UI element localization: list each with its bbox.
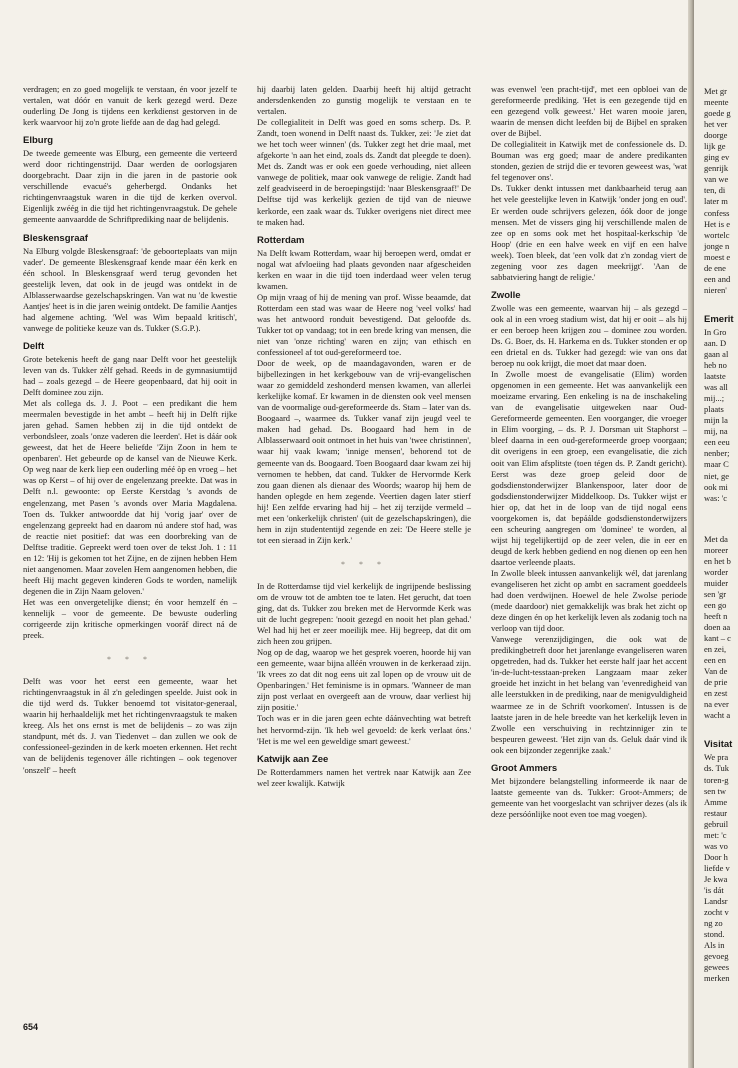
fragment-block-1 [704, 86, 738, 296]
section-separator-stars: * * * [341, 559, 387, 569]
fragment-line: mij, na [704, 426, 728, 437]
fragment-line: liefde v [704, 862, 730, 873]
delft-paragraph-4: Delft was voor het eerst een gemeente, waar het richtingenvraagstuk in ál z'n geledingen speelde. Juist ook in die tijd werd ds. Tukker benoemd tot visitator-generaal, waarin hij herhaaldelijk met het richtingenvraagstuk te maken kreeg. Als het ons ernst is met de belijdenis – zo was zijn standpunt, mét ds. J. van Tiedenvet – dan zullen we ook de confessioneel-gezinden in de kerk moeten erkennen. Het recht van de belijdenis tegenover álle richtingen – ook tegenover 'onszelf' – heeft [23, 676, 237, 775]
katwijk-paragraph-3: Ds. Tukker denkt intussen met dankbaarheid terug aan het vele geestelijke leven in Katwijk 'onder jong en oud'. Er werden oude schrijvers gelezen, óók door de jonge mensen. Met de vissers ging hij verschillende malen de zee op en soms ook met het hospitaal-kerkschip 'de Hoop' (drie en een halve week en vijf en een halve week). Toen bleek, dat 'een volk dat z'n zondag viert de zegening voor zes dagen meekrijgt'. 'Aan de sabbatviering hangt de religie.' [491, 183, 687, 282]
page-number: 654 [23, 1022, 39, 1032]
fragment-line: was: 'c [704, 492, 728, 503]
fragment-line: jonge n [704, 240, 730, 251]
zwolle-paragraph-3: In Zwolle bleek intussen aanvankelijk wél, dat jarenlang evangeliseren het zicht op ambt en sacrament goeddeels had doen verdwijnen. Hoewel de hele Zwolse periode (mede daardoor) niet gemakkelijk was brak het zicht op deze dingen én op het kerkelijk leven als zodanig toch na verloop van tijd door. [491, 567, 687, 634]
fragment-line: Als in [704, 940, 725, 951]
fragment-line: gevoeg [704, 951, 729, 962]
fragment-line: ten, di [704, 185, 726, 196]
zwolle-paragraph-1: Zwolle was een gemeente, waarvan hij – als gezegd – ook al in een vroeg stadium wist, dat hij er ooit – als hij er een beroep heen krijgen zou – dominee zou worden. Ds. G. Boer, ds. H. Harkema en ds. Tukker stonden er op een drietal en ds. Tukker had gezegd: wie van ons dat beroep nu ook krijgt, die moet dat maar doen. [491, 302, 687, 369]
fragment-line: doorge [704, 130, 728, 141]
fragment-line: na ever [704, 699, 729, 710]
delft-paragraph-1: Grote betekenis heeft de gang naar Delft voor het geestelijk leven van ds. Tukker zèlf gehad. Reeds in de gymnasiumtijd had – zoals gezegd – de Heere geopenbaard, dat hij ooit in Delft dominee zou zijn. [23, 353, 237, 398]
fragment-line: wortelc [704, 229, 730, 240]
fragment-line: een go [704, 599, 727, 610]
rotterdam-paragraph-5: Nog op de dag, waarop we het gesprek voeren, hoorde hij van een gemeente, waar bijna alléén vrouwen in de kerkeraad zijn. 'Ik vrees zo dat dit nog eens uit zal lopen op de vrouw uit de Openbaringen.' Het feminisme is in opmars. 'Wanneer de man zijn post verlaat en overgeeft aan de vrouw, daar verliest hij zijn positie.' [257, 647, 471, 713]
delft-paragraph-3: Het was een onvergetelijke dienst; én voor hemzelf én – kennelijk – voor de gemeente. De bewuste ouderling corrigeerde zijn kritische opmerkingen vooráf direct ná de preek. [23, 596, 237, 641]
text-column-1 [23, 84, 237, 776]
fragment-line: en het b [704, 555, 731, 566]
fragment-line: ook mi [704, 481, 728, 492]
text-column-2 [257, 84, 471, 789]
fragment-line: de prie [704, 677, 728, 688]
fragment-line: de ene [704, 262, 726, 273]
fragment-block-3 [704, 534, 738, 722]
fragment-line: Amme [704, 796, 728, 807]
fragment-line: goede g [704, 108, 731, 119]
fragment-line: In Gro [704, 326, 727, 337]
fragment-line: restaur [704, 807, 728, 818]
fragment-line: plaats [704, 404, 724, 415]
fragment-line: toren-g [704, 774, 729, 785]
rotterdam-paragraph-2: Op mijn vraag of hij de mening van prof. Wisse beaamde, dat Rotterdam een stad was waar de Heere nog 'veel volks' had was het antwoord ronduit bevestigend. Dat geloofde ds. Tukker tot op vandaag; tot in een brede kring van mensen, die niet van 'onze richting' waren en zijn; van ethisch en confessioneel af tot oud-gereformeerd toe. [257, 291, 471, 358]
middle-paragraph-1: hij daarbij laten gelden. Daarbij heeft hij altijd getracht andersdenkenden zo gunstig mogelijk te verstaan en te vertalen. [257, 84, 471, 117]
fragment-line: zocht v [704, 907, 729, 918]
section-heading-bleskensgraaf: Bleskensgraaf [23, 232, 88, 244]
fragment-line: sen 'gr [704, 588, 727, 599]
groot-ammers-paragraph: Met bijzondere belangstelling informeerde ik naar de laatste gemeente van ds. Tukker: Groot-Ammers; de gemeente van het voorgeslacht van schrijver dezes (als ik deze persóónlijke noot even toe mag voegen). [491, 775, 687, 819]
fragment-heading-1: Emerit [704, 313, 734, 325]
fragment-line: We pra [704, 752, 729, 763]
fragment-line: laatste [704, 371, 726, 382]
section-heading-rotterdam: Rotterdam [257, 234, 305, 246]
zwolle-paragraph-2: In Zwolle moest de evangelisatie (Elim) worden opgenomen in een gemeente. Het was aanvankelijk een moeizame ervaring. Een enkeling is na de inschakeling van de evangelisatie uitgeweken naar Oud-Gereformeerde gemeenten. Een voorganger, die vroeger in Elim voorging, – ds. P. J. Dorsman uit Staphorst – bleef daarna in een oud-gereformeerde groep voorgaan; dit overigens in een groep, een evangelisatie, die zich ooit van Elim afsplitste (toen tégen ds. P. Zandt gericht). Eerst was deze groep geleid door de godsdienstonderwijzer Blankenspoor, later door de godsdienstonderwijzer Middelkoop. Ds. Tukker wijst er hier op, dat het in de loop van de tijd nogal eens voorgekomen is, dat bepáálde godsdienstonderwijzers een scheuring aangregen om 'dominee' te worden, al wijst hij tegelijkertijd op de zeer velen, die in eer en deugd de kerk hebben gediend en nog dienen op een hen daartoe verleende plaats. [491, 369, 687, 567]
section-heading-elburg: Elburg [23, 135, 54, 147]
fragment-line: een en [704, 655, 726, 666]
fragment-line: en zei, [704, 644, 727, 655]
fragment-line: ng zo [704, 918, 723, 929]
fragment-line: Met gr [704, 86, 727, 96]
section-heading-zwolle: Zwolle [491, 289, 521, 301]
bleskensgraaf-paragraph: Na Elburg volgde Bleskensgraaf: 'de geboorteplaats van mijn vader'. De gemeente Bleskensgraaf kende maar één kerk en één school. In Bleskensgraaf werd terug gevonden het geestelijk leven, dat ook in de jeugd was ontdekt in de Alblasserwaardse gezelschapskringen. Van wat nu 'de kwestie Aantjes' heet is in die jaren weinig ontdekt. De familie Aantjes had algemene achting. 'Wel was Wim bepaald kritisch', vanwege de politieke keuze van ds. Tukker (S.G.P.). [23, 245, 237, 333]
zwolle-paragraph-4: Vanwege verenzijdigingen, die ook wat de predikingbetreft door het jarenlange evangeliseren waren opgetreden, had ds. Tukker het eerste half jaar het accent 'in-de-lucht-tesstaan-preken Langzaam maar zeker groeide het inzicht in het belang van 'evenredigheid van alle leerstukken in de prediking, naar de menigvuldigheid waarmee ze in de Schrift voorkomen'. Intussen is de laatste jaren in de hele breedte van het kerkelijk leven in Zwolle een verschuiving in rechtzinniger zin te bespeuren geweest. 'Het zijn van ds. Geluk daár vind ik ook een bijzonder zegenrijke zaak.' [491, 634, 687, 755]
fragment-block-2 [704, 327, 738, 504]
fragment-line: Je kwa [704, 873, 728, 884]
fragment-line: was vo [704, 840, 728, 851]
fragment-line: worder [704, 566, 729, 577]
fragment-line: mij...; [704, 393, 725, 404]
fragment-line: een eeu [704, 437, 730, 448]
fragment-line: heeft n [704, 610, 728, 621]
fragment-line: confess [704, 207, 730, 218]
section-heading-groot-ammers: Groot Ammers [491, 762, 558, 774]
fragment-line: nieren' [704, 284, 727, 295]
text-column-3 [491, 84, 687, 820]
fragment-line: doen aa [704, 622, 731, 633]
section-heading-katwijk: Katwijk aan Zee [257, 753, 329, 765]
fragment-line: mijn la [704, 415, 728, 426]
rotterdam-paragraph-4: In de Rotterdamse tijd viel kerkelijk de ingrijpende beslissing om de vrouw tot de ambten toe te laten. Het gerucht, dat toen ging, dat ds. Tukker zou breken met de Hervormde Kerk was uit de lucht gegrepen: 'nooit gezegd en nooit het plan gehad.' Wel had hij het er zeer moeilijk mee. Hij begreep, dat dit om zich heen zou grijpen. [257, 580, 471, 647]
rotterdam-paragraph-6: Toch was er in die jaren geen echte dáánvechting wat betreft het hervormd-zijn. 'Ik heb wel gevoeld: de kerk verlaat óns.' 'Het is me wel een geweldige smart geweest.' [257, 713, 471, 746]
elburg-paragraph: De tweede gemeente was Elburg, een gemeente die verteerd werd door richtingenstrijd. Daar werden de oorlogsjaren doorgebracht. Daar zijn in die jaren in de pastorie ook verschillende evacué's geherbergd. Ondanks het richtingenvraagstuk waren in die tijd de kerken overvol. Eigenlijk zwéég in die tijd het richtingenvraagstuk. De gehele gemeente aanvaardde de Schriftprediking naar de belijdenis. [23, 148, 237, 225]
fragment-line: 'is dát [704, 885, 724, 895]
rotterdam-paragraph-3: Door de week, op de maandagavonden, waren er de bijbellezingen in het kerkgebouw van de vrij-evangelischen waar zo gemiddeld zeshonderd mensen kwamen, van allerlei kerkelijke komaf. Er kwamen in de diensten ook veel mensen van de voormalige oud-gereformeerde ds. Stam – later van ds. Boogaard –, waarmee ds. Tukker vanaf zijn jeugd veel te maken had gehad. Ds. Boogaard had hem in de Alblasserwaard ooit ontmoet in het huis van 'twee christinnen', waar hij vaak kwam; 'innige mensen', behorend tot de gemeente van ds. Boogaard. Toen Boogaard daar kwam zei hij vernomen te hebben, dat cand. Tukker de Hervormde Kerk zou gaan dienen als dienaar des Woords; waarop hij hem de handen oplegde en hem zegende. Veertien dagen later stierf hij! Een zelfde ervaring had hij – het zij terzijde vermeld – met een 'onkerkelijk christen' (uit de gezelschapskringen), die hem in zijn studententijd zegende en zei: 'De Heere stelle je tot een sieraad in Zijn kerk.' [257, 358, 471, 545]
fragment-line: lijk ge [704, 141, 726, 152]
katwijk-paragraph-2: De collegialiteit in Katwijk met de confessionele ds. D. Bouman was erg goed; maar de andere predikanten stonden, gezien de strijd die er tevoren geweest was, 'wat fel tegenover ons'. [491, 139, 687, 183]
magazine-page-right-cropped [694, 0, 738, 1068]
fragment-line: gebruil [704, 818, 729, 829]
next-page-column-fragment [704, 86, 738, 984]
fragment-line: stond. [704, 929, 725, 940]
fragment-line: muider [704, 577, 729, 588]
fragment-line: kant – c [704, 633, 731, 644]
fragment-line: heb no [704, 360, 727, 371]
fragment-line: nenber; [704, 448, 730, 459]
fragment-line: van we [704, 174, 729, 185]
rotterdam-paragraph-1: Na Delft kwam Rotterdam, waar hij beroepen werd, omdat er nogal wat afvloeiing had plaats gevonden naar afgescheiden kerken en waar in die tijd toen inderdaad weer velen terug kwamen. [257, 247, 471, 291]
fragment-line: later m [704, 196, 728, 207]
intro-paragraph: verdragen; en zo goed mogelijk te verstaan, én voor jezelf te vertalen, wat dóór en vanuit de kerk gezegd werd. Deze ouderling De Jong is tijdens een kerkdienst gestorven in de kerk waarvoor hij zo'n grote liefde aan de dag had gelegd. [23, 84, 237, 128]
fragment-line: gewees [704, 962, 730, 973]
fragment-line: het ver [704, 119, 728, 130]
fragment-line: moest e [704, 251, 731, 262]
middle-paragraph-2: De collegialiteit in Delft was goed en soms scherp. Ds. P. Zandt, toen wonend in Delft naast ds. Tukker, zei: 'Je ziet dat we het toch weer winnen' (ds. Tukker zegt het drie maal, met afgekorte 'n aan het eind, zoals ds. Zandt dat pleegde te doen). Met ds. Zandt was er ook een goede verhouding, niet alleen vanwege de politiek, maar ook vanwege de religie. Zandt had zelf geadviseerd in de beroepingstijd: 'naar Bleskensgraaf!' De Delftse tijd was kerkelijk gezien de tijd van de nieuwe kerkorde, een zaak waar ds. Tukker overigens niet direct mee te maken had. [257, 117, 471, 227]
fragment-line: sen tw [704, 785, 726, 796]
fragment-line: wacht a [704, 710, 731, 721]
fragment-line: Van de [704, 666, 728, 677]
fragment-line: meente [704, 97, 729, 108]
fragment-heading-2: Visitat [704, 739, 733, 751]
fragment-line: ging ev [704, 152, 730, 163]
fragment-line: Met da [704, 533, 728, 544]
fragment-line: merken [704, 973, 730, 984]
fragment-line: en zest [704, 688, 728, 699]
fragment-line: niet, ge [704, 470, 730, 481]
fragment-line: met: 'c [704, 829, 727, 840]
fragment-line: ds. Tuk [704, 763, 730, 774]
fragment-line: Door h [704, 851, 728, 862]
fragment-line: Landsr [704, 896, 728, 907]
fragment-line: aan. D [704, 337, 727, 348]
fragment-line: gaan al [704, 348, 729, 359]
katwijk-paragraph-1: was evenwel 'een pracht-tijd', met een opbloei van de gereformeerde prediking. 'Het is een gezegende tijd en een gezegend volk geweest.' Het waren mooie jaren, waarin de mensen dicht leefden bij de Bijbel en spraken over de Bijbel. [491, 84, 687, 139]
fragment-line: genrijk [704, 163, 729, 174]
fragment-line: Het is e [704, 218, 730, 229]
fragment-line: was all [704, 382, 728, 393]
section-heading-delft: Delft [23, 340, 45, 352]
delft-paragraph-2: Met als collega ds. J. J. Poot – een predikant die hem meermalen bevestigde in het ambt – heeft hij in Delft rijke jaren gehad. Samen hebben zij in die tijd ontdekt de verbondsleer, zoals 'onze vaderen die leerden'. Het is dáár ook geweest, dat het de Heere beliefde 'Zijn Zoon in hem te openbaren'. Het gebeurde op de kansel van de Nieuwe Kerk. Op weg naar de kerk liep een ouderling méé òp en vroeg – het was op Kerst – of hij over de engelenzang preekte. Dat was in Delft n.l. gewoonte: op Eerste Kerstdag 's avonds de engelenzang, met Pasen 's avonds over Maria Magdalena. Toen ds. Tukker antwoordde dat hij 'vorig jaar' over de engelenzang gepreekt had en daarom nú andere stof had, was de reactie niet positief: dat was een doorbreking van de Delftse traditie. Gepreekt werd toen over de tekst Joh. 1 : 11 en 12: 'Hij is gekomen tot het Zijne, en de zijnen hebben Hem niet aangenomen. Maar zovelen Hem aangenomen hebben, die heeft Hij macht gegeven kinderen Gods te worden, namelijk degenen die in Zijn Naam geloven.' [23, 398, 237, 596]
fragment-line: maar C [704, 459, 729, 470]
fragment-line: moreer [704, 544, 729, 555]
section-separator-stars: * * * [107, 655, 153, 665]
katwijk-paragraph: De Rotterdammers namen het vertrek naar Katwijk aan Zee wel zeer kwalijk. Katwijk [257, 766, 471, 788]
fragment-block-4 [704, 752, 738, 984]
fragment-line: een and [704, 273, 731, 284]
